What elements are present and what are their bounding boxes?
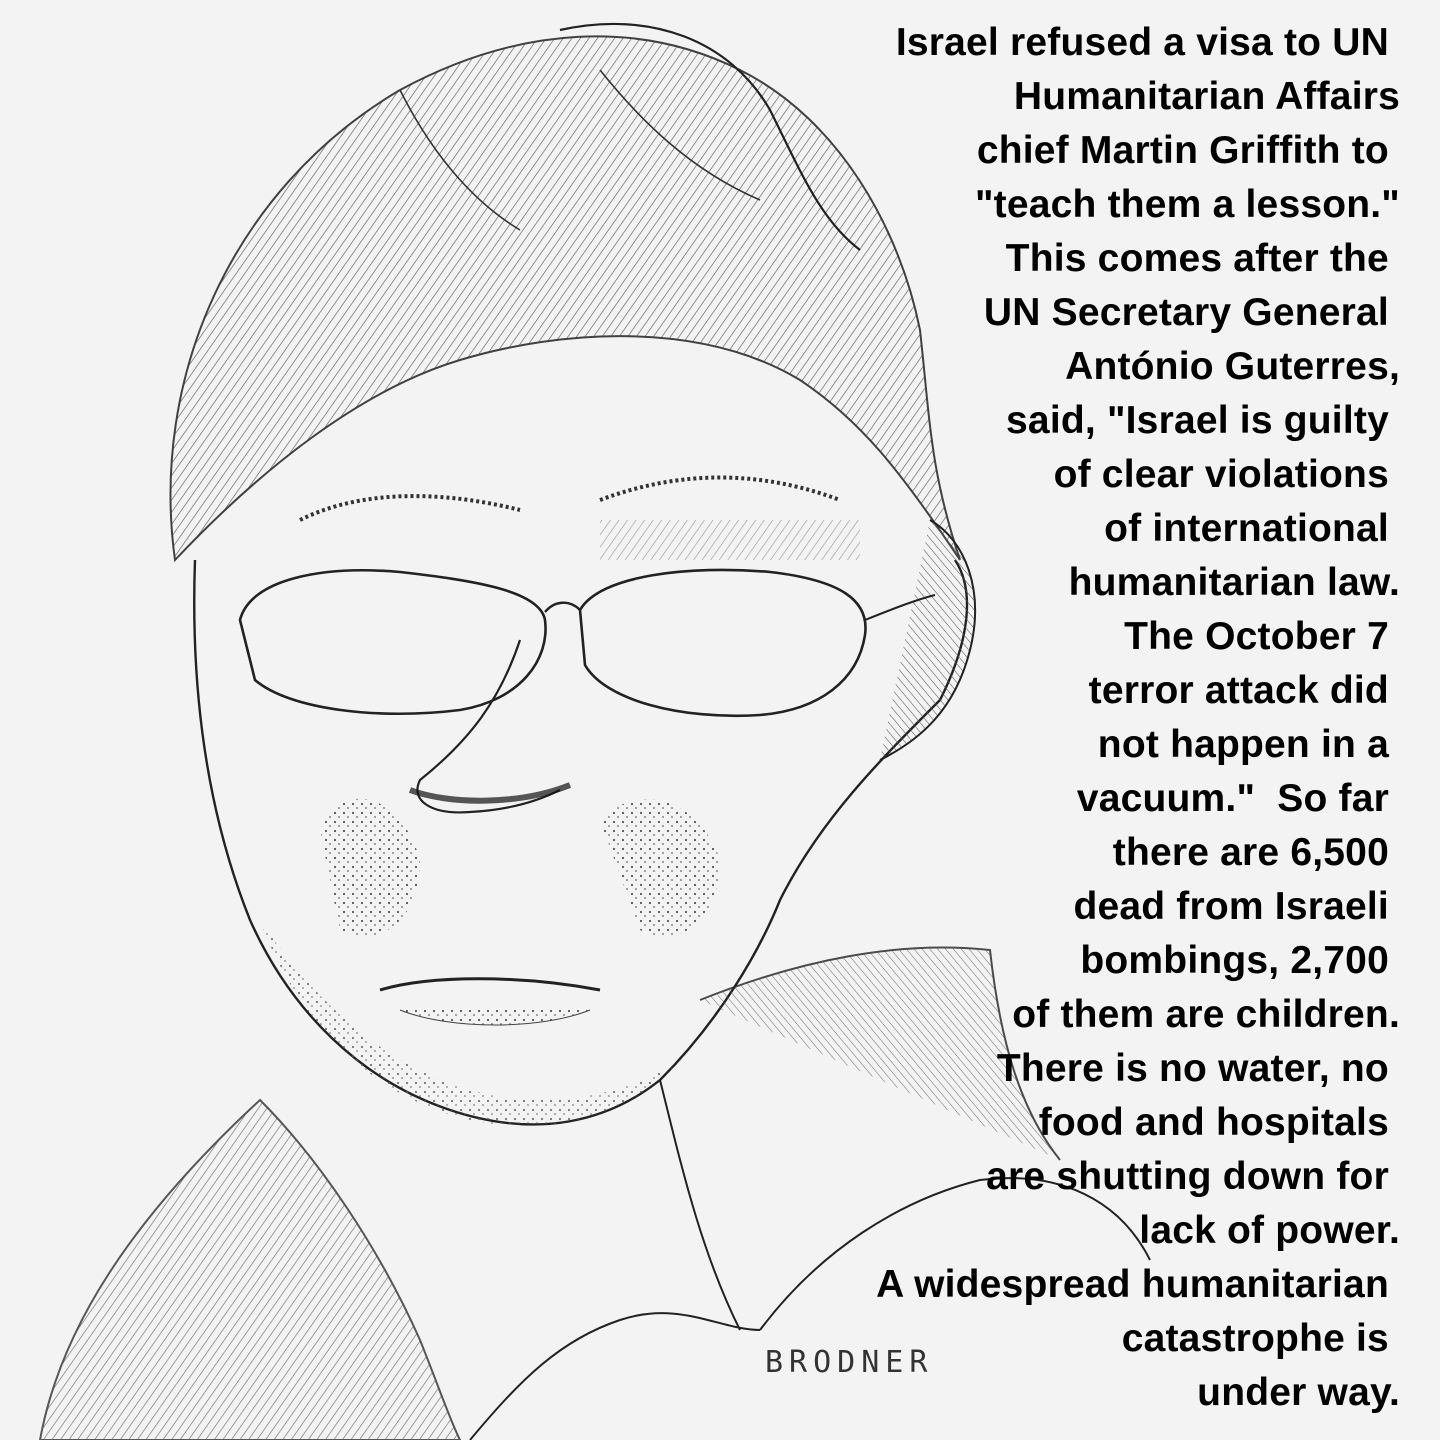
- caption-line: dead from Israeli: [1073, 885, 1400, 928]
- caption-line: UN Secretary General: [983, 291, 1400, 334]
- caption-line: Israel refused a visa to UN: [895, 21, 1400, 64]
- caption-line: This comes after the: [1005, 237, 1400, 280]
- caption-line: humanitarian law.: [1068, 561, 1400, 604]
- caption-line: under way.: [1197, 1371, 1400, 1414]
- caption-line: there are 6,500: [1112, 831, 1400, 874]
- caption-line: said, "Israel is guilty: [1006, 399, 1400, 442]
- caption-line: terror attack did: [1088, 669, 1400, 712]
- caption-line: vacuum." So far: [1076, 777, 1400, 820]
- caption-line: "teach them a lesson.": [974, 183, 1400, 226]
- caption-line: not happen in a: [1097, 723, 1400, 766]
- caption-line: catastrophe is: [1121, 1317, 1400, 1360]
- caption-line: Humanitarian Affairs: [1013, 75, 1400, 118]
- artist-signature: BRODNER: [765, 1345, 934, 1380]
- caption-line: The October 7: [1124, 615, 1400, 658]
- caption-line: lack of power.: [1139, 1209, 1400, 1252]
- caption-line: A widespread humanitarian: [876, 1263, 1400, 1306]
- caption-line: of them are children.: [1012, 993, 1400, 1036]
- caption-line: There is no water, no: [996, 1047, 1400, 1090]
- caption-line: chief Martin Griffith to: [976, 129, 1400, 172]
- caption-line: of international: [1104, 507, 1400, 550]
- caption-line: food and hospitals: [1038, 1101, 1400, 1144]
- caption-line: bombings, 2,700: [1080, 939, 1400, 982]
- caption-line: António Guterres,: [1065, 345, 1400, 388]
- caption-line: of clear violations: [1053, 453, 1400, 496]
- caption-line: are shutting down for: [986, 1155, 1400, 1198]
